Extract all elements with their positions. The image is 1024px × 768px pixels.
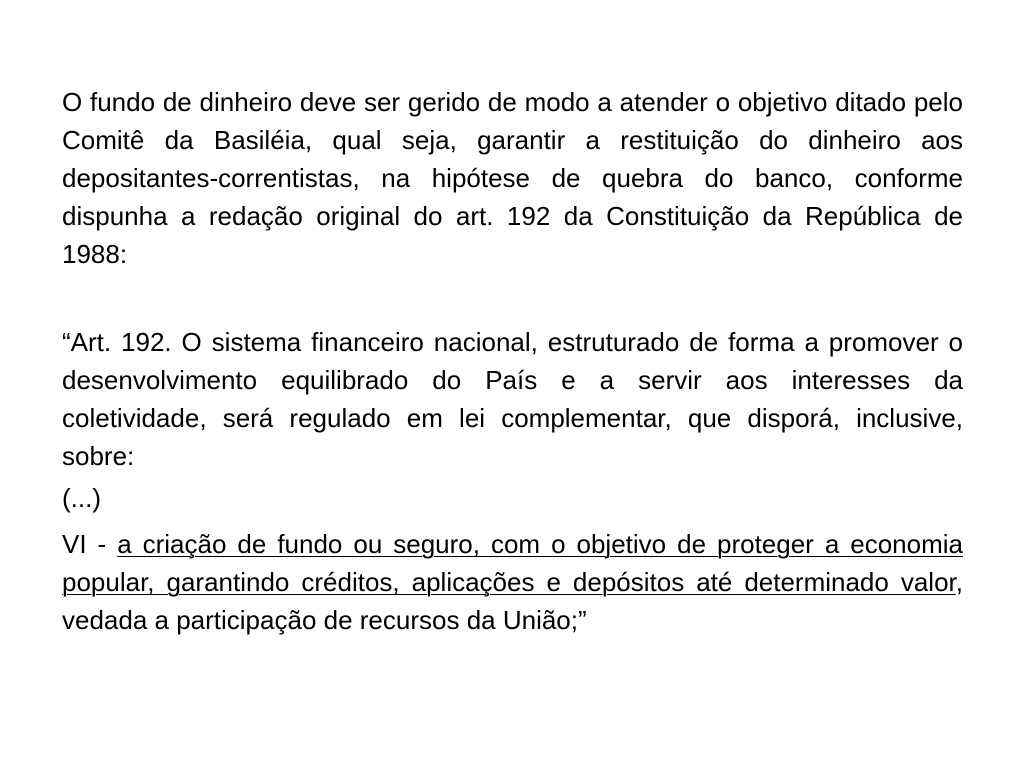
intro-paragraph: O fundo de dinheiro deve ser gerido de modo a atender o objetivo ditado pelo Comitê da Basiléia, qual seja, garantir a restituição do dinheiro aos depositantes-correntistas, na hipótese de quebra do banco, conforme dispunha a redação original do art. 192 da Constituição da República de 1988: — [62, 87, 963, 269]
item-vi-underlined-text: a criação de fundo ou seguro, com o objetivo de proteger a economia popular, garantindo créditos, aplicações e depósitos até determinado valor — [62, 529, 963, 597]
item-vi-paragraph — [62, 525, 963, 639]
ellipsis-paragraph: (...) — [62, 483, 101, 513]
item-vi-prefix: VI - — [62, 529, 118, 559]
article-192-quote: “Art. 192. O sistema financeiro nacional, estruturado de forma a promover o desenvolvimento equilibrado do País e a servir aos interesses da coletividade, será regulado em lei complementar, que disporá, inclusive, sobre: — [62, 327, 963, 471]
item-vi-suffix: , vedada a participação de recursos da União;” — [62, 567, 963, 635]
